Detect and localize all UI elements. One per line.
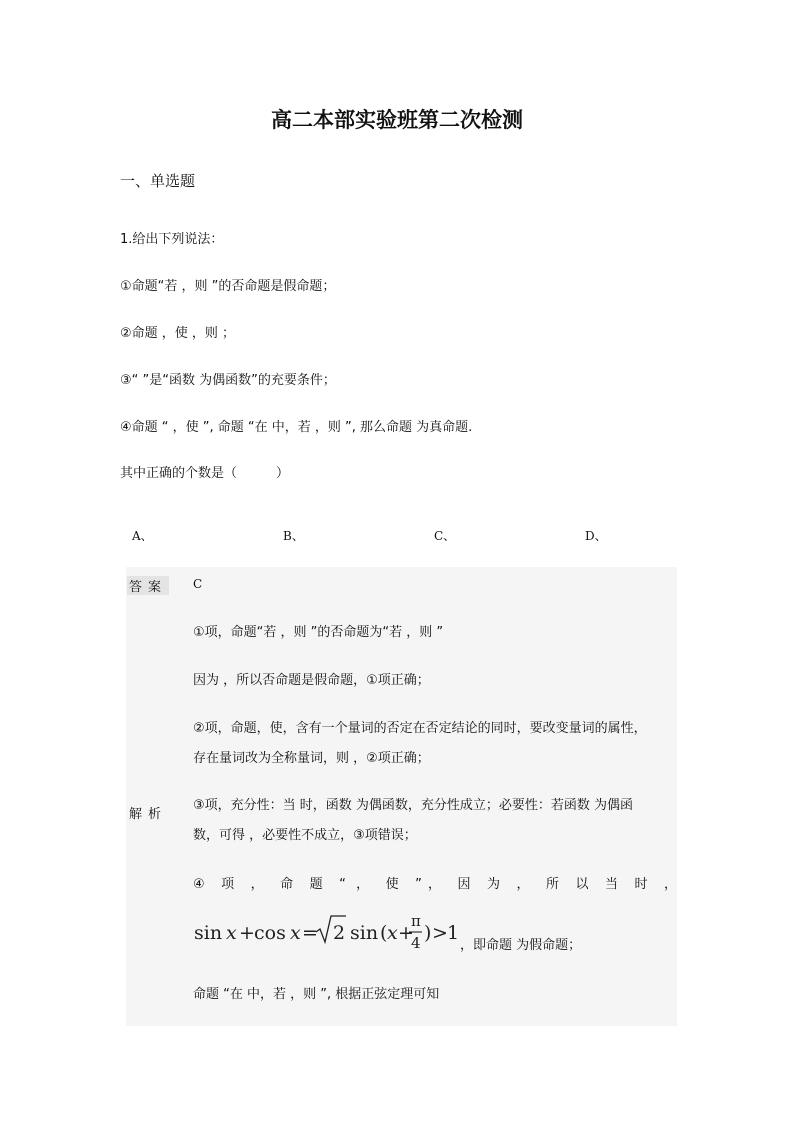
svg-text:x: x [226,922,237,944]
svg-text:): ) [424,922,432,944]
option-d[interactable]: D、 [585,529,607,543]
analysis-label: 解析 [129,807,168,822]
formula-image [194,910,464,952]
answer-value: C [193,577,203,591]
analysis-paragraph-1: ①项，命题“若 ，则 ”的否命题为“若 ，则 ” [193,625,444,640]
question-prompt: 其中正确的个数是（ ） [120,466,290,481]
answer-label: 答案 [127,576,169,595]
svg-text:x: x [290,922,301,944]
svg-text:π: π [411,912,421,930]
analysis-paragraph-2: 因为 ，所以否命题是假命题，①项正确； [193,673,430,688]
option-a[interactable]: A、 [132,529,153,543]
analysis-paragraph-5b: ，即命题 为假命题； [460,938,582,953]
statement-4: ④命题 “ ，使 ”, 命题 “在 中，若 ，则 ”, 那么命题 为真命题. [120,420,473,435]
page-title: 高二本部实验班第二次检测 [271,107,523,132]
option-c[interactable]: C、 [434,529,456,543]
svg-text:(: ( [380,922,388,944]
analysis-paragraph-3b: 存在量词改为全称量词，则 ，②项正确； [193,751,430,766]
svg-text:x: x [387,922,398,944]
svg-text:=: = [302,922,318,944]
option-b[interactable]: B、 [283,529,304,543]
analysis-paragraph-6: 命题 “在 中，若 ，则 ”, 根据正弦定理可知 [193,987,440,1002]
section-heading: 一、单选题 [120,172,196,190]
statement-1: ①命题“若 ，则 ”的否命题是假命题； [120,279,336,294]
statement-3: ③“ ”是“函数 为偶函数”的充要条件； [120,373,336,388]
svg-text:+: + [239,922,255,944]
analysis-paragraph-5a: ④ 项 ， 命 题 “ ， 使 ”， 因 为 ， 所 以 当 时 ， [193,877,677,892]
svg-text:2: 2 [333,922,346,944]
analysis-paragraph-4b: 数，可得 ，必要性不成立，③项错误； [193,828,417,843]
svg-text:cos: cos [254,922,286,944]
analysis-paragraph-4a: ③项，充分性：当 时，函数 为偶函数，充分性成立；必要性：若函数 为偶函 [193,798,634,813]
svg-text:4: 4 [411,934,421,952]
svg-text:sin: sin [350,922,379,944]
question-stem: 1.给出下列说法： [120,232,224,247]
svg-text:sin: sin [194,922,223,944]
analysis-paragraph-3a: ②项，命题，使，含有一个量词的否定在否定结论的同时，要改变量词的属性， [193,721,647,736]
answer-panel [126,567,677,1026]
svg-text:+: + [398,922,414,944]
svg-text:1: 1 [447,922,460,944]
svg-text:>: > [432,922,448,944]
statement-2: ②命题 ，使 ，则 ； [120,326,236,341]
